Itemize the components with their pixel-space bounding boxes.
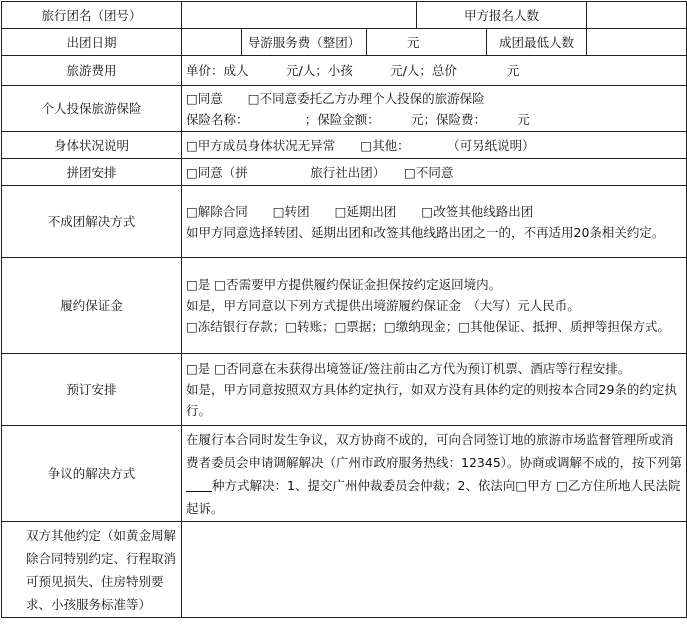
row-other-agreements: [2, 522, 687, 618]
deposit-line-3: □冻结银行存款；□转账；□票据；□缴纳现金；□其他保证、抵押、质押等担保方式。: [186, 319, 671, 334]
tour-name-value[interactable]: [182, 2, 417, 29]
dispute-text-a: 在履行本合同时发生争议，双方协商不成的，可向合同签订地的旅游市场监督管理所或消费者委员会申请调解解决（广州市政府服务热线：12345）。协商或调解不成的，按下列第: [186, 431, 683, 470]
departure-date-value[interactable]: [182, 29, 242, 56]
signup-count-value[interactable]: [587, 2, 687, 29]
row-dispute: [2, 426, 687, 522]
deposit-content: [182, 258, 687, 354]
row-insurance: [2, 86, 687, 132]
row-tour-fee: [2, 56, 687, 86]
no-group-label: 不成团解决方式: [2, 186, 182, 258]
insurance-line-2: 保险名称： ；保险金额： 元；保险费： 元: [186, 111, 530, 127]
group-merge-content: □同意（拼 旅行社出团） □不同意: [182, 159, 687, 186]
other-agreements-value[interactable]: [182, 522, 687, 618]
insurance-line-1: □同意 □不同意委托乙方办理个人投保的旅游保险: [186, 90, 485, 106]
dispute-text-b: 种方式解决：1、提交广州仲裁委员会仲裁；2、依法向□甲方 □乙方住所地人民法院起诉。: [186, 477, 681, 516]
no-group-content: [182, 186, 687, 258]
booking-line-1: □是 □否同意在未获得出境签证/签注前由乙方代为预订机票、酒店等行程安排。: [186, 361, 631, 376]
group-merge-label: 拼团安排: [2, 159, 182, 186]
booking-content: [182, 354, 687, 426]
signup-count-label: 甲方报名人数: [417, 2, 587, 29]
row-health: [2, 132, 687, 159]
dispute-blank[interactable]: [186, 478, 212, 492]
insurance-label: 个人投保旅游保险: [2, 86, 182, 132]
guide-fee-unit: 元: [367, 29, 487, 56]
min-people-label: 成团最低人数: [487, 29, 587, 56]
no-group-line-2: 如甲方同意选择转团、延期出团和改签其他线路出团之一的，不再适用20条相关约定。: [186, 224, 665, 240]
booking-line-2: 如是，甲方同意按照双方具体约定执行，如双方没有具体约定的则按本合同29条的约定执行。: [186, 382, 677, 418]
departure-date-label: 出团日期: [2, 29, 182, 56]
insurance-content: [182, 86, 687, 132]
health-content: □甲方成员身体状况无异常 □其他： （可另纸说明）: [182, 132, 687, 159]
min-people-value[interactable]: [587, 29, 687, 56]
row-group-merge: [2, 159, 687, 186]
dispute-label: 争议的解决方式: [2, 426, 182, 522]
no-group-line-1: □解除合同 □转团 □延期出团 □改签其他线路出团: [186, 203, 534, 219]
deposit-line-1: □是 □否需要甲方提供履约保证金担保按约定返回境内。: [186, 277, 502, 292]
tour-fee-content: 单价：成人 元/人；小孩 元/人；总价 元: [182, 56, 687, 86]
row-departure: [2, 29, 687, 56]
row-tour-name: [2, 2, 687, 29]
booking-label: 预订安排: [2, 354, 182, 426]
tour-fee-label: 旅游费用: [2, 56, 182, 86]
tour-name-label: 旅行团名（团号）: [2, 2, 182, 29]
row-deposit: [2, 258, 687, 354]
deposit-label: 履约保证金: [2, 258, 182, 354]
other-agreements-label: 双方其他约定（如黄金周解除合同特别约定、行程取消可预见损失、住房特别要求、小孩服务标准等）: [2, 522, 182, 618]
dispute-content: [182, 426, 687, 522]
row-no-group: [2, 186, 687, 258]
contract-table: [1, 1, 687, 618]
deposit-line-2: 如是，甲方同意以下列方式提供出境游履约保证金 （大写）元人民币。: [186, 298, 580, 313]
guide-fee-label: 导游服务费（整团）: [242, 29, 367, 56]
row-booking: [2, 354, 687, 426]
health-label: 身体状况说明: [2, 132, 182, 159]
